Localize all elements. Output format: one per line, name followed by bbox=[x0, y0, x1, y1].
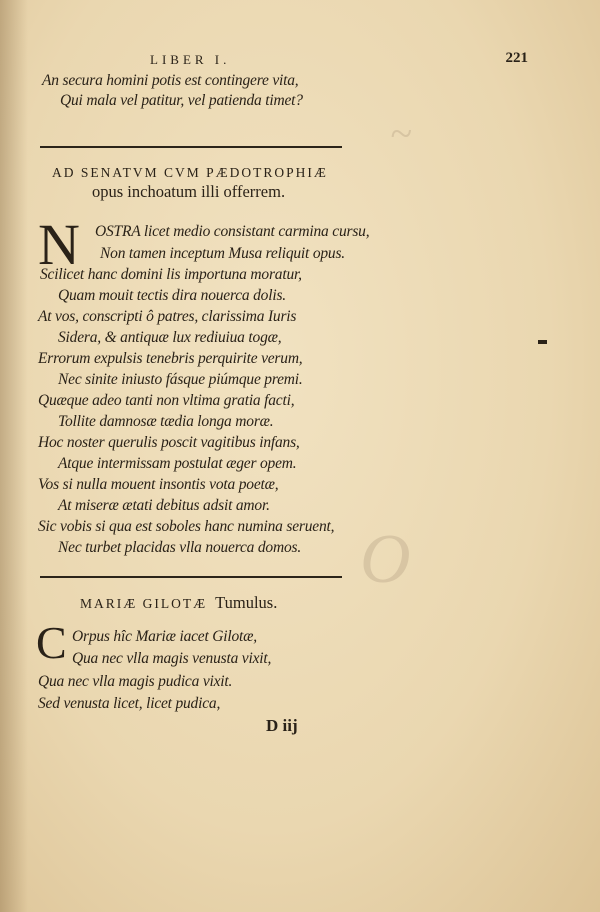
verse-line: Scilicet hanc domini lis importuna moratur, bbox=[40, 266, 302, 283]
verse-line: At miseræ ætati debitus adsit amor. bbox=[58, 497, 270, 514]
epitaph-heading-word: Tumulus. bbox=[215, 593, 278, 612]
verse-line: Tollite damnosæ tædia longa moræ. bbox=[58, 413, 274, 430]
verse-line: Sidera, & antiquæ lux rediuiua togæ, bbox=[58, 329, 282, 346]
verse-line: Qui mala vel patitur, vel patienda timet? bbox=[60, 92, 303, 109]
section-rule bbox=[40, 576, 342, 578]
signature-mark: D iij bbox=[266, 716, 298, 735]
verse-line: Orpus hîc Mariæ iacet Gilotæ, bbox=[72, 628, 257, 645]
verse-line: Qua nec vlla magis pudica vixit. bbox=[38, 673, 233, 690]
verse-line: Quæque adeo tanti non vltima gratia facti, bbox=[38, 392, 295, 409]
verse-line: Non tamen inceptum Musa reliquit opus. bbox=[100, 245, 345, 262]
verse-line: Quam mouit tectis dira nouerca dolis. bbox=[58, 287, 286, 304]
running-title: LIBER I. bbox=[150, 52, 231, 67]
gutter-shadow bbox=[0, 0, 28, 912]
show-through-letter: O bbox=[360, 521, 411, 598]
verse-line: OSTRA licet medio consistant carmina cursu, bbox=[95, 223, 370, 240]
show-through-text: ~ bbox=[390, 111, 412, 156]
verse-line: Nec sinite iniusto fásque piúmque premi. bbox=[58, 371, 303, 388]
poem-subheading: opus inchoatum illi offerrem. bbox=[92, 182, 286, 201]
drop-capital: N bbox=[38, 212, 80, 277]
verse-line: At vos, conscripti ô patres, clarissima Iuris bbox=[38, 308, 297, 325]
epitaph-heading-name: MARIÆ GILOTÆ bbox=[80, 596, 208, 611]
drop-capital: C bbox=[36, 617, 67, 668]
epitaph-heading bbox=[80, 593, 277, 613]
verse-line: Hoc noster querulis poscit vagitibus infans, bbox=[38, 434, 300, 451]
verse-line: Nec turbet placidas vlla nouerca domos. bbox=[58, 539, 302, 556]
verse-line: An secura homini potis est contingere vita, bbox=[42, 72, 299, 89]
verse-line: Vos si nulla mouent insontis vota poetæ, bbox=[38, 476, 279, 493]
verse-line: Atque intermissam postulat æger opem. bbox=[58, 455, 297, 472]
verse-line: Sed venusta licet, licet pudica, bbox=[38, 695, 221, 712]
verse-line: Errorum expulsis tenebris perquirite verum, bbox=[38, 350, 303, 367]
page-number: 221 bbox=[505, 50, 528, 66]
section-rule bbox=[40, 146, 342, 148]
margin-mark bbox=[538, 340, 547, 344]
running-head bbox=[150, 52, 530, 70]
verse-line: Qua nec vlla magis venusta vixit, bbox=[72, 650, 272, 667]
poem-heading: AD SENATVM CVM PÆDOTROPHIÆ bbox=[52, 165, 328, 180]
verse-line: Sic vobis si qua est soboles hanc numina seruent, bbox=[38, 518, 335, 535]
